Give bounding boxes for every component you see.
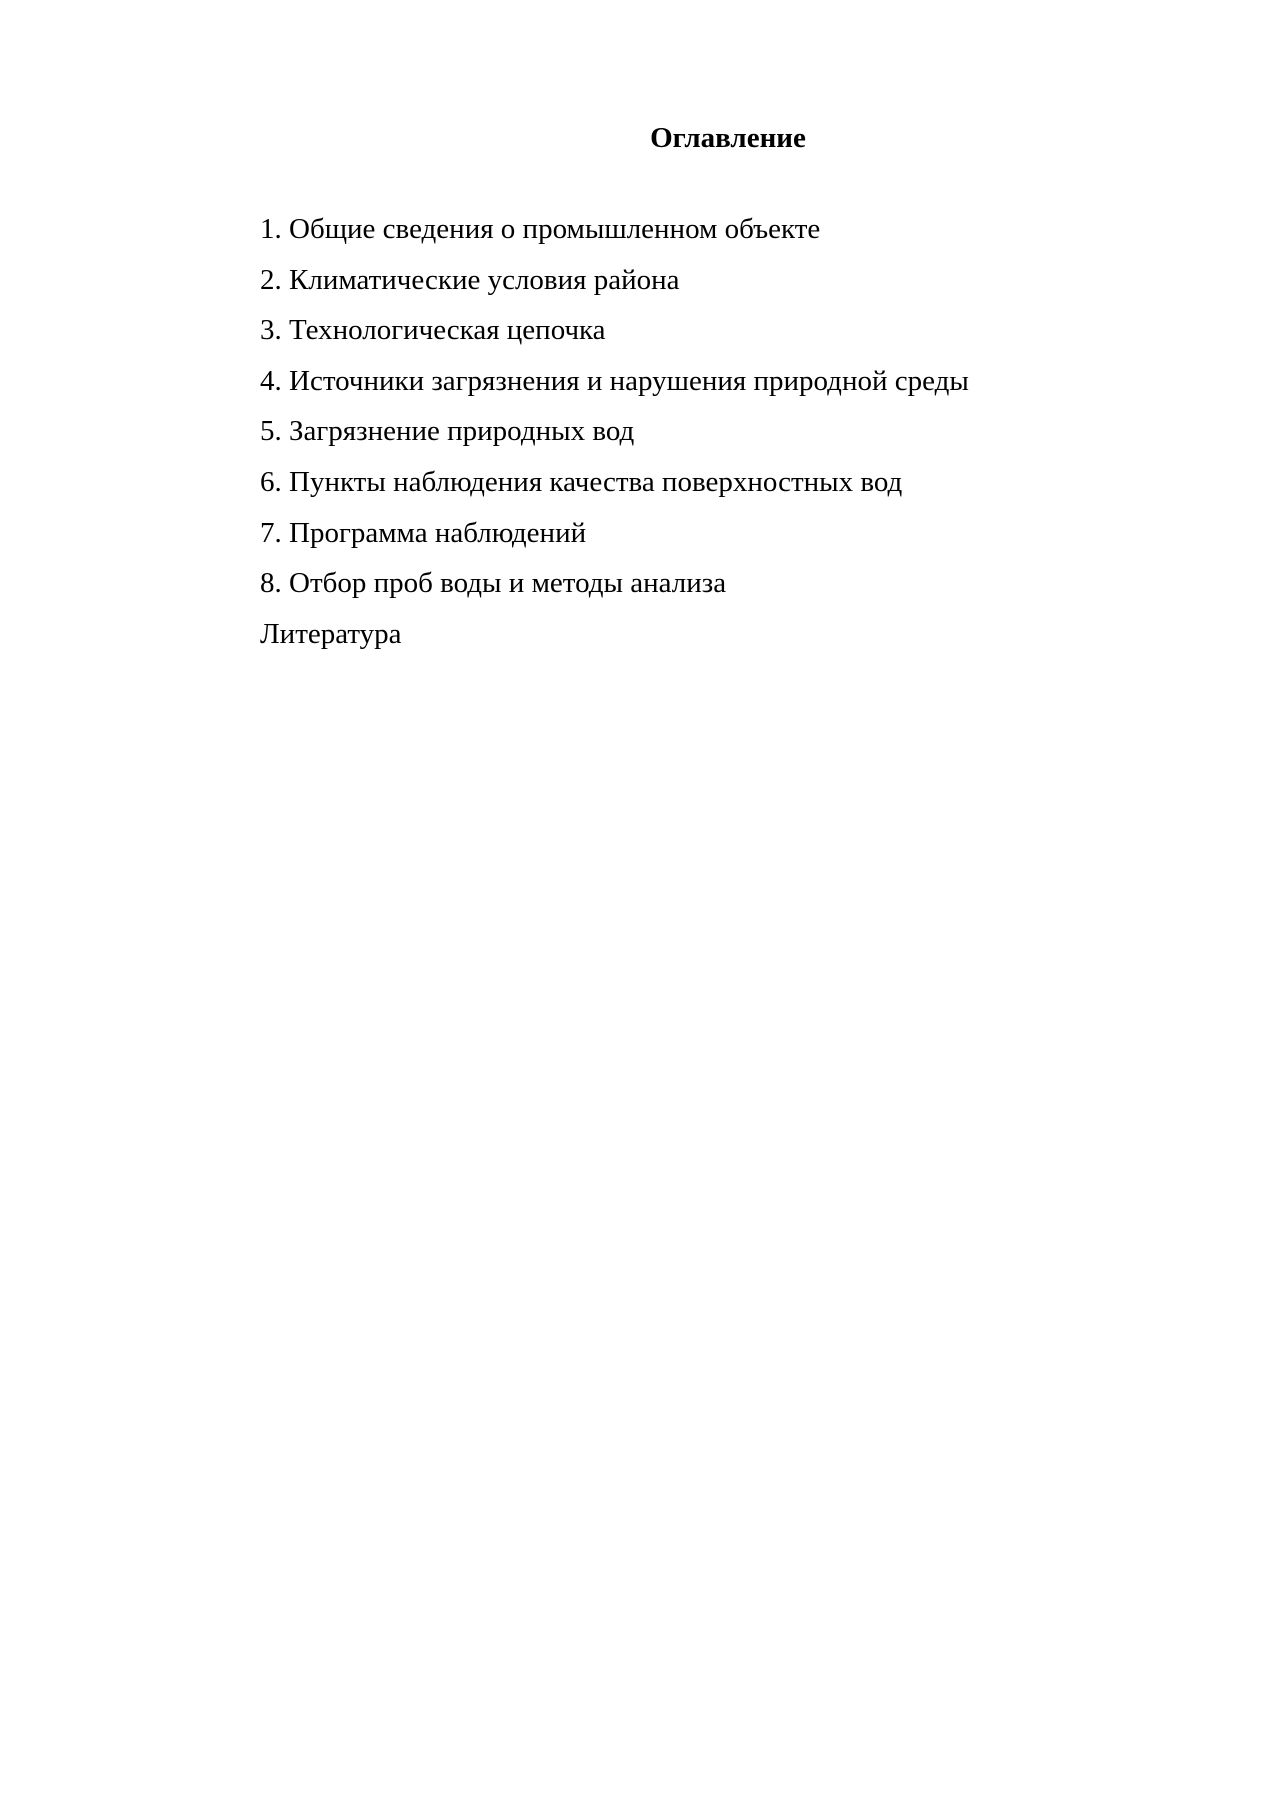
toc-item-1: 1. Общие сведения о промышленном объекте: [260, 213, 821, 245]
toc-item-2: 2. Климатические условия района: [260, 263, 680, 296]
toc-item-5: 5. Загрязнение природных вод: [260, 415, 635, 448]
toc-title: Оглавление: [650, 122, 806, 154]
toc-item-6: 6. Пункты наблюдения качества поверхностных вод: [260, 465, 903, 498]
toc-item-4: 4. Источники загрязнения и нарушения природной среды: [260, 364, 969, 397]
toc-item-7: 7. Программа наблюдений: [260, 516, 587, 549]
toc-item-literature: Литература: [260, 617, 402, 650]
toc-item-3: 3. Технологическая цепочка: [260, 314, 606, 347]
toc-item-8: 8. Отбор проб воды и методы анализа: [260, 567, 727, 600]
toc-list: [260, 204, 969, 659]
